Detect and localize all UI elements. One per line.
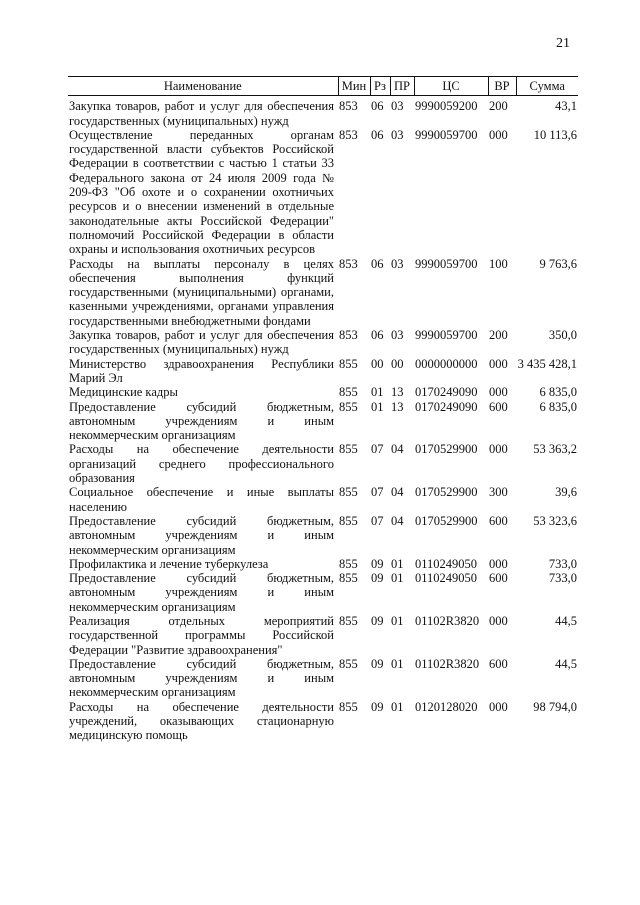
row-cs: 0110249050 bbox=[415, 556, 478, 571]
row-min: 855 bbox=[339, 485, 358, 500]
budget-table bbox=[68, 76, 578, 743]
row-rz: 09 bbox=[371, 699, 384, 714]
row-name: Осуществление переданных органам государственной власти субъектов Российской Федерации в соответствии с частью 1 статьи 33 Федерального закона от 24 июля 2009 года № 209-ФЗ "Об охоте и о сохранении охотничьих ресурсов и о внесении изменений в отдельные законодательные акты Российской Федерации" полномочий Российской Федерации в области охраны и использования охотничьих ресурсов bbox=[69, 127, 334, 257]
row-sum: 44,5 bbox=[555, 656, 577, 671]
column-header-vr: ВР bbox=[488, 77, 516, 96]
row-name: Министерство здравоохранения Республики Марий Эл bbox=[69, 356, 334, 385]
row-min: 855 bbox=[339, 699, 358, 714]
row-rz: 06 bbox=[371, 256, 384, 271]
column-header-name: Наименование bbox=[68, 77, 338, 96]
table-body bbox=[68, 96, 578, 743]
row-cs: 9990059700 bbox=[415, 328, 478, 343]
row-rz: 06 bbox=[371, 127, 384, 142]
row-pr: 04 bbox=[391, 485, 404, 500]
row-sum: 53 323,6 bbox=[533, 513, 577, 528]
row-rz: 06 bbox=[371, 328, 384, 343]
row-min: 855 bbox=[339, 356, 358, 371]
row-rz: 09 bbox=[371, 571, 384, 586]
table-row bbox=[68, 485, 578, 514]
row-min: 853 bbox=[339, 328, 358, 343]
table-row bbox=[68, 128, 578, 257]
row-vr: 000 bbox=[489, 356, 508, 371]
row-rz: 09 bbox=[371, 656, 384, 671]
row-sum: 10 113,6 bbox=[533, 127, 577, 142]
row-pr: 01 bbox=[391, 556, 404, 571]
row-name: Закупка товаров, работ и услуг для обеспечения государственных (муниципальных) нужд bbox=[69, 99, 334, 128]
table-row bbox=[68, 328, 578, 357]
row-sum: 733,0 bbox=[548, 556, 577, 571]
row-rz: 01 bbox=[371, 399, 384, 414]
page-number: 21 bbox=[556, 36, 570, 51]
row-sum: 43,1 bbox=[555, 99, 577, 114]
row-cs: 9990059200 bbox=[415, 99, 478, 114]
row-name: Расходы на обеспечение деятельности организаций среднего профессионального образования bbox=[69, 442, 334, 486]
row-vr: 000 bbox=[489, 556, 508, 571]
row-pr: 03 bbox=[391, 127, 404, 142]
row-vr: 600 bbox=[489, 571, 508, 586]
table-row bbox=[68, 571, 578, 614]
row-sum: 350,0 bbox=[548, 328, 577, 343]
row-vr: 600 bbox=[489, 399, 508, 414]
row-min: 853 bbox=[339, 99, 358, 114]
row-sum: 53 363,2 bbox=[533, 442, 577, 457]
row-rz: 01 bbox=[371, 385, 384, 400]
row-min: 855 bbox=[339, 399, 358, 414]
table-row bbox=[68, 657, 578, 700]
row-vr: 600 bbox=[489, 656, 508, 671]
row-rz: 07 bbox=[371, 513, 384, 528]
row-name: Предоставление субсидий бюджетным, автономным учреждениям и иным некоммерческим организациям bbox=[69, 656, 334, 700]
column-header-min: Мин bbox=[338, 77, 370, 96]
table-row bbox=[68, 400, 578, 443]
row-sum: 9 763,6 bbox=[539, 256, 577, 271]
table-row bbox=[68, 385, 578, 399]
row-sum: 39,6 bbox=[555, 485, 577, 500]
table-row bbox=[68, 614, 578, 657]
table-row bbox=[68, 357, 578, 386]
row-rz: 07 bbox=[371, 485, 384, 500]
row-min: 853 bbox=[339, 127, 358, 142]
row-vr: 300 bbox=[489, 485, 508, 500]
column-header-cs: ЦС bbox=[414, 77, 488, 96]
row-cs: 0110249050 bbox=[415, 571, 478, 586]
row-name: Предоставление субсидий бюджетным, автономным учреждениям и иным некоммерческим организациям bbox=[69, 399, 334, 443]
row-cs: 0170529900 bbox=[415, 485, 478, 500]
row-min: 855 bbox=[339, 513, 358, 528]
row-vr: 100 bbox=[489, 256, 508, 271]
row-pr: 01 bbox=[391, 571, 404, 586]
row-cs: 0170249090 bbox=[415, 385, 478, 400]
row-cs: 01102R3820 bbox=[415, 656, 480, 671]
row-cs: 0000000000 bbox=[415, 356, 478, 371]
row-name: Предоставление субсидий бюджетным, автономным учреждениям и иным некоммерческим организациям bbox=[69, 513, 334, 557]
row-rz: 09 bbox=[371, 556, 384, 571]
row-sum: 733,0 bbox=[548, 571, 577, 586]
row-cs: 0170529900 bbox=[415, 442, 478, 457]
row-vr: 600 bbox=[489, 513, 508, 528]
row-min: 855 bbox=[339, 656, 358, 671]
row-rz: 09 bbox=[371, 613, 384, 628]
row-cs: 0120128020 bbox=[415, 699, 478, 714]
row-pr: 01 bbox=[391, 656, 404, 671]
row-cs: 0170249090 bbox=[415, 399, 478, 414]
row-sum: 6 835,0 bbox=[539, 399, 577, 414]
row-pr: 13 bbox=[391, 385, 404, 400]
row-cs: 9990059700 bbox=[415, 256, 478, 271]
row-min: 855 bbox=[339, 613, 358, 628]
row-name: Профилактика и лечение туберкулеза bbox=[69, 556, 269, 571]
column-header-rz: Рз bbox=[370, 77, 390, 96]
row-min: 855 bbox=[339, 571, 358, 586]
row-pr: 03 bbox=[391, 328, 404, 343]
row-name: Расходы на обеспечение деятельности учреждений, оказывающих стационарную медицинскую помощь bbox=[69, 699, 334, 743]
column-header-sum: Сумма bbox=[516, 77, 578, 96]
row-name: Закупка товаров, работ и услуг для обеспечения государственных (муниципальных) нужд bbox=[69, 328, 334, 357]
row-cs: 0170529900 bbox=[415, 513, 478, 528]
row-vr: 000 bbox=[489, 442, 508, 457]
row-name: Предоставление субсидий бюджетным, автономным учреждениям и иным некоммерческим организациям bbox=[69, 571, 334, 614]
column-header-pr: ПР bbox=[390, 77, 414, 96]
row-rz: 00 bbox=[371, 356, 384, 371]
row-pr: 01 bbox=[391, 699, 404, 714]
row-vr: 200 bbox=[489, 99, 508, 114]
row-cs: 01102R3820 bbox=[415, 613, 480, 628]
row-pr: 00 bbox=[391, 356, 404, 371]
row-name: Реализация отдельных мероприятий государственной программы Российской Федерации "Развитие здравоохранения" bbox=[69, 613, 334, 657]
row-min: 855 bbox=[339, 442, 358, 457]
row-min: 855 bbox=[339, 556, 358, 571]
row-sum: 44,5 bbox=[555, 613, 577, 628]
row-vr: 000 bbox=[489, 385, 508, 400]
table-header-row bbox=[68, 77, 578, 96]
row-min: 855 bbox=[339, 385, 358, 400]
table-row bbox=[68, 557, 578, 571]
row-rz: 07 bbox=[371, 442, 384, 457]
row-min: 853 bbox=[339, 256, 358, 271]
row-vr: 000 bbox=[489, 127, 508, 142]
row-sum: 3 435 428,1 bbox=[517, 356, 577, 371]
row-vr: 000 bbox=[489, 699, 508, 714]
table-row bbox=[68, 700, 578, 743]
row-rz: 06 bbox=[371, 99, 384, 114]
row-sum: 98 794,0 bbox=[533, 699, 577, 714]
row-pr: 03 bbox=[391, 256, 404, 271]
row-name: Медицинские кадры bbox=[69, 385, 178, 400]
row-name: Расходы на выплаты персоналу в целях обеспечения выполнения функций государственными (муниципальными) органами, казенными учреждениями, органами управления государственными внебюджетными фондами bbox=[69, 256, 334, 328]
table-row bbox=[68, 96, 578, 128]
table-row bbox=[68, 514, 578, 557]
row-pr: 03 bbox=[391, 99, 404, 114]
row-vr: 000 bbox=[489, 613, 508, 628]
row-pr: 01 bbox=[391, 613, 404, 628]
row-sum: 6 835,0 bbox=[539, 385, 577, 400]
row-pr: 13 bbox=[391, 399, 404, 414]
row-name: Социальное обеспечение и иные выплаты населению bbox=[69, 485, 334, 514]
table-row bbox=[68, 442, 578, 485]
row-vr: 200 bbox=[489, 328, 508, 343]
row-pr: 04 bbox=[391, 513, 404, 528]
table-row bbox=[68, 257, 578, 328]
row-pr: 04 bbox=[391, 442, 404, 457]
row-cs: 9990059700 bbox=[415, 127, 478, 142]
